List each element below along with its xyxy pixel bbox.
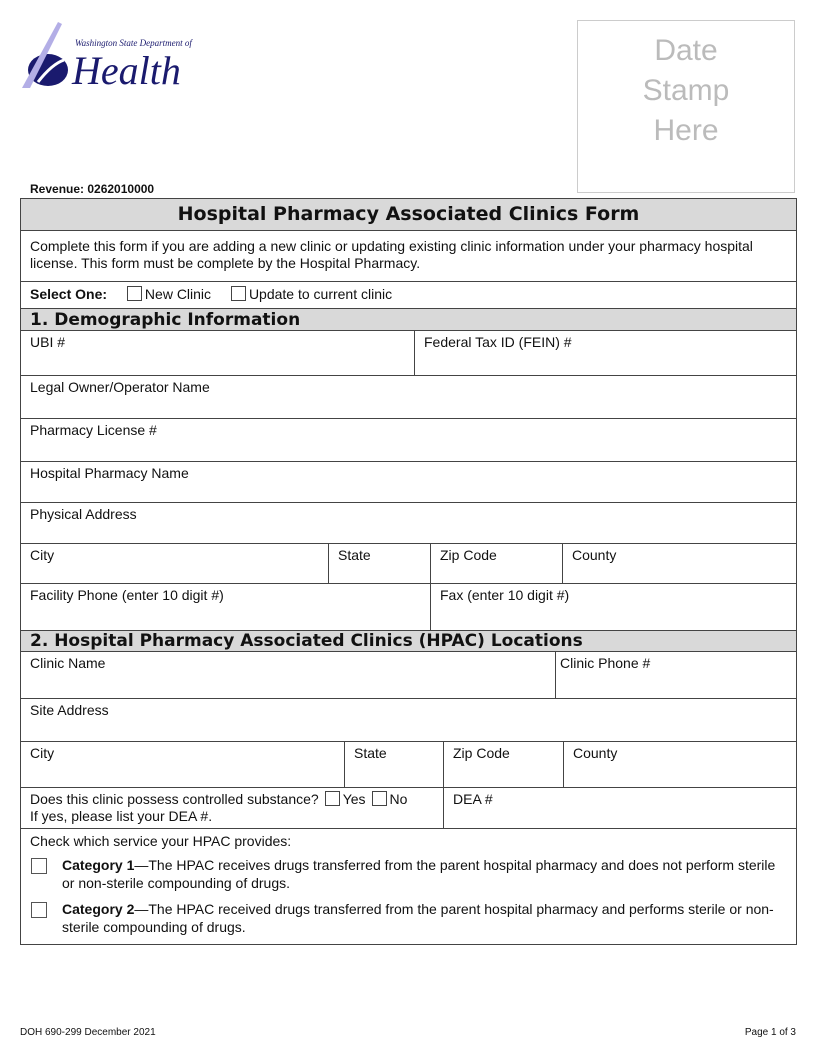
logo-mark-icon [18,20,78,92]
footer-form-number: DOH 690-299 December 2021 [20,1027,156,1038]
yes-checkbox[interactable] [325,791,340,806]
yes-label: Yes [342,791,366,807]
clinic-city-field[interactable]: City [20,741,345,788]
doh-logo [18,16,193,96]
site-address-field[interactable]: Site Address [20,698,797,742]
logo-top-text: Washington State Department of [75,38,192,48]
owner-name-field[interactable]: Legal Owner/Operator Name [20,375,797,419]
update-clinic-label: Update to current clinic [248,286,393,302]
physical-address-field[interactable]: Physical Address [20,502,797,544]
intro-text: Complete this form if you are adding a new clinic or updating existing clinic information under your pharmacy hospital license. This form must be complete by the Hospital Pharmacy. [20,230,797,282]
date-stamp-box: Date Stamp Here [577,20,795,193]
select-one-label: Select One: [30,286,108,302]
category1-text: —The HPAC receives drugs transferred from the parent hospital pharmacy and does not perform sterile or non-sterile compounding of drugs. [62,857,776,891]
new-clinic-label: New Clinic [144,286,212,302]
category2-label: Category 2 [62,901,135,917]
services-question: Check which service your HPAC provides: [30,833,292,849]
select-one-row [20,281,797,309]
section1-header: 1. Demographic Information [20,308,797,331]
no-label: No [389,791,408,807]
category1-option [30,856,787,892]
logo-main-text: Health [72,48,181,93]
ubi-field[interactable]: UBI # [20,330,415,376]
update-clinic-checkbox[interactable] [231,286,246,301]
clinic-state-field[interactable]: State [344,741,444,788]
no-checkbox[interactable] [372,791,387,806]
fein-field[interactable]: Federal Tax ID (FEIN) # [414,330,797,376]
category2-checkbox[interactable] [31,902,47,918]
category1-checkbox[interactable] [31,858,47,874]
clinic-zip-field[interactable]: Zip Code [443,741,564,788]
zip-field[interactable]: Zip Code [430,543,563,584]
pharmacy-license-field[interactable]: Pharmacy License # [20,418,797,462]
state-field[interactable]: State [328,543,431,584]
dea-hint: If yes, please list your DEA #. [30,808,213,824]
clinic-county-field[interactable]: County [563,741,797,788]
controlled-substance-row [20,787,444,829]
new-clinic-checkbox[interactable] [127,286,142,301]
footer-page-number: Page 1 of 3 [744,1027,796,1038]
section2-header: 2. Hospital Pharmacy Associated Clinics (HPAC) Locations [20,630,797,652]
clinic-name-field[interactable]: Clinic Name [20,651,556,699]
city-field[interactable]: City [20,543,329,584]
category1-label: Category 1 [62,857,135,873]
fax-field[interactable]: Fax (enter 10 digit #) [430,583,797,631]
revenue-code: Revenue: 0262010000 [30,182,155,196]
clinic-phone-field[interactable]: Clinic Phone # [555,651,797,699]
facility-phone-field[interactable]: Facility Phone (enter 10 digit #) [20,583,431,631]
county-field[interactable]: County [562,543,797,584]
controlled-question: Does this clinic possess controlled substance? [30,791,319,807]
category2-option [30,900,787,936]
form-title: Hospital Pharmacy Associated Clinics Form [20,198,797,231]
hospital-pharmacy-name-field[interactable]: Hospital Pharmacy Name [20,461,797,503]
category2-text: —The HPAC received drugs transferred from the parent hospital pharmacy and performs sterile or non-sterile compounding of drugs. [62,901,774,935]
services-box [20,828,797,945]
dea-field[interactable]: DEA # [443,787,797,829]
